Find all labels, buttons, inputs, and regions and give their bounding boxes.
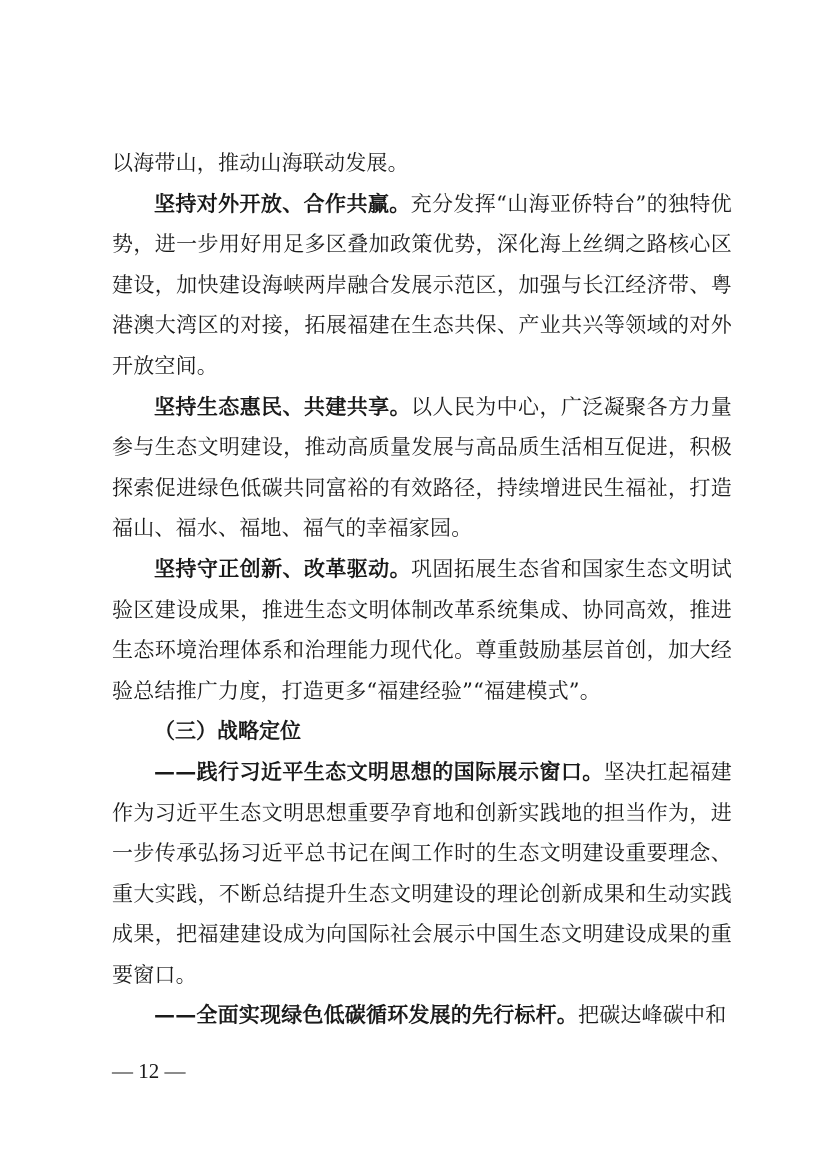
positioning-international-window (112, 752, 732, 996)
principle-text: 充分发挥“山海亚侨特台”的独特优势，进一步用好用足多区叠加政策优势，深化海上丝绸之路核心区建设，加快建设海峡两岸融合发展示范区，加强与长江经济带、粤港澳大湾区的对接，拓展福建在生态共保、产业共兴等领域的对外开放空间。 (112, 191, 732, 378)
principle-ecology-benefits-people (112, 387, 732, 549)
positioning-heading: ——践行习近平生态文明思想的国际展示窗口。 (154, 758, 604, 784)
principle-opening-cooperation (112, 184, 732, 387)
positioning-text: 坚决扛起福建作为习近平生态文明思想重要孕育地和创新实践地的担当作为，进一步传承弘扬习近平总书记在闽工作时的生态文明建设重要理念、重大实践，不断总结提升生态文明建设的理论创新成果和生动实践成果，把福建建设成为向国际社会展示中国生态文明建设成果的重要窗口。 (112, 759, 733, 987)
principle-heading: 坚持生态惠民、共建共享。 (154, 393, 411, 419)
positioning-text: 把碳达峰碳中和 (578, 1003, 727, 1028)
principle-text: 巩固拓展生态省和国家生态文明试验区建设成果，推进生态文明体制改革系统集成、协同高效，推进生态环境治理体系和治理能力现代化。尊重鼓励基层首创，加大经验总结推广力度，打造更多“福建经验”“福建模式”。 (112, 556, 732, 703)
principle-text: 以人民为中心，广泛凝聚各方力量参与生态文明建设，推动高质量发展与高品质生活相互促进，积极探索促进绿色低碳共同富裕的有效路径，持续增进民生福祉，打造福山、福水、福地、福气的幸福家园。 (112, 394, 732, 541)
positioning-heading: ——全面实现绿色低碳循环发展的先行标杆。 (154, 1002, 578, 1028)
principle-heading: 坚持对外开放、合作共赢。 (154, 190, 411, 216)
page-number: — 12 — (112, 1059, 186, 1083)
document-body (112, 143, 732, 1036)
positioning-green-low-carbon (112, 995, 732, 1036)
paragraph-text: 以海带山，推动山海联动发展。 (112, 151, 409, 175)
principle-innovation-reform (112, 549, 732, 711)
paragraph-continuation (112, 143, 732, 184)
principle-heading: 坚持守正创新、改革驱动。 (154, 555, 411, 581)
section-heading-strategic-positioning: （三）战略定位 (154, 719, 301, 744)
